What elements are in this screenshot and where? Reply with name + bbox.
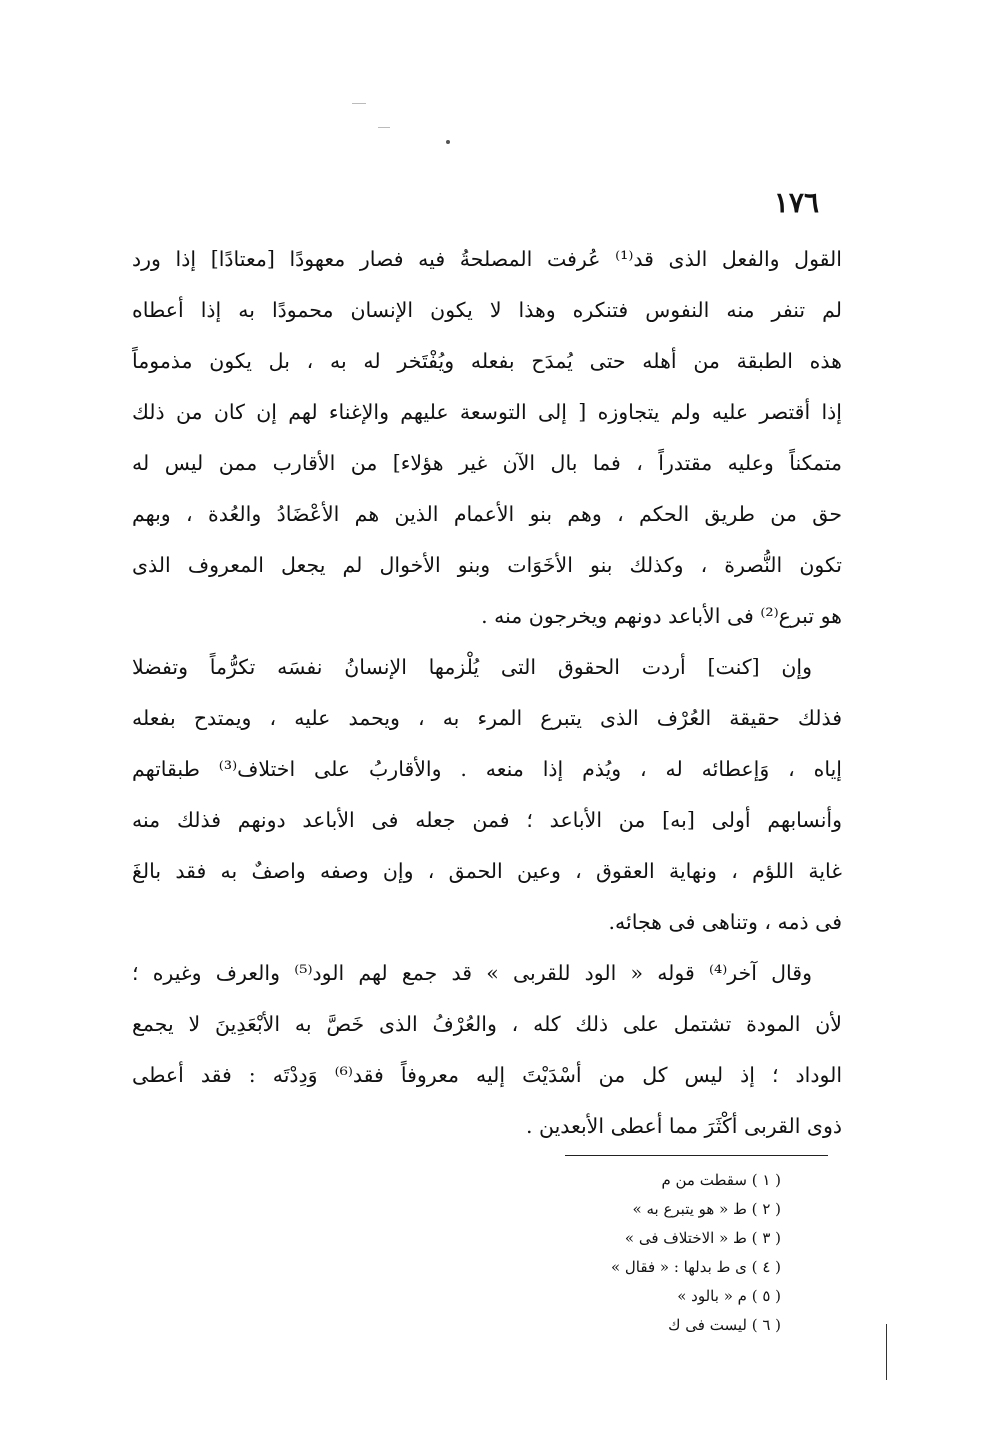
text-line: إياه ، وَإعطائه له ، ويُذم إذا منعه . والأقاربُ على اختلاف⁽³⁾ طبقاتهم [132,757,843,781]
text-line: إذا أقتصر عليه ولم يتجاوزه [ إلى التوسعة عليهم والإغناء لهم إن كان من ذلك [132,400,842,424]
footnote-item: ( ٥ ) م « بالود » [677,1287,781,1305]
scan-speck [352,103,366,104]
footnotes [521,1166,781,1340]
text-line: وإن [كنت] أردت الحقوق التى يُلْزمها الإنسانُ نفسَه تكرُّماً وتفضلا [132,655,812,679]
text-line: القول والفعل الذى قد⁽¹⁾ عُرفت المصلحةُ فيه فصار معهودًا [معتادًا] إذا ورد [132,247,842,271]
text-line: وقال آخر⁽⁴⁾ قوله « الود للقربى » قد جمع لهم الود⁽⁵⁾ والعرف وغيره ؛ [132,961,812,985]
scan-speck [446,140,450,144]
text-line: الوداد ؛ إذ ليس كل من أسْدَيْتَ إليه معروفاً فقد⁽⁶⁾ وَدِدْتَه : فقد أعطى [132,1063,843,1087]
text-line: وأنسابهم أولى [به] من الأباعد ؛ فمن جعله فى الأباعد دونهم فذلك منه [132,808,842,832]
text-line: هذه الطبقة من أهله حتى يُمدَح بفعله ويُفْتَخر له به ، بل يكون مذموماً [132,349,842,373]
text-line: حق من طريق الحكم ، وهم بنو الأعمام الذين هم الأعْضَادُ والعُدة ، وبهم [132,502,842,526]
footnote-item: ( ٦ ) ليست فى ك [668,1316,781,1334]
text-line: لأن المودة تشتمل على ذلك كله ، والعُرْفُ الذى خَصَّ به الأبْعَدِينَ لا يجمع [132,1012,842,1036]
body-text [132,234,842,1152]
text-line: متمكناً وعليه مقتدراً ، فما بال الآن غير هؤلاء] من الأقارب ممن ليس له [132,451,842,475]
margin-mark [886,1324,887,1380]
footnote-separator [565,1155,828,1156]
text-line: تكون النُّصرة ، وكذلك بنو الأخَوَات وبنو الأخوال لم يجعل المعروف الذى [132,553,842,577]
page-number: ١٧٦ [773,186,819,219]
text-line: لم تنفر منه النفوس فتنكره وهذا لا يكون الإنسان محمودًا به إذا أعطاه [132,298,842,322]
scan-speck [378,127,390,128]
text-line: فى ذمه ، وتناهى فى هجائه. [608,910,842,934]
text-line: ذوى القربى أكْثَرَ مما أعطى الأبعدين . [525,1114,842,1138]
footnote-item: ( ٣ ) ط « الاختلاف فى » [624,1229,781,1247]
footnote-item: ( ٢ ) ط « هو يتبرع به » [632,1200,781,1218]
text-line: غاية اللؤم ، ونهاية العقوق ، وعين الحمق ، وإن وصفه واصفٌ به فقد بالغَ [132,859,842,883]
text-line: فذلك حقيقة العُرْف الذى يتبرع المرء به ، ويحمد عليه ، ويمتدح بفعله [132,706,842,730]
text-line: هو تبرع⁽²⁾ فى الأباعد دونهم ويخرجون منه . [481,604,842,628]
footnote-item: ( ٤ ) ى ط بدلها : « فقال » [610,1258,781,1276]
footnote-item: ( ١ ) سقطت من م [661,1171,781,1189]
